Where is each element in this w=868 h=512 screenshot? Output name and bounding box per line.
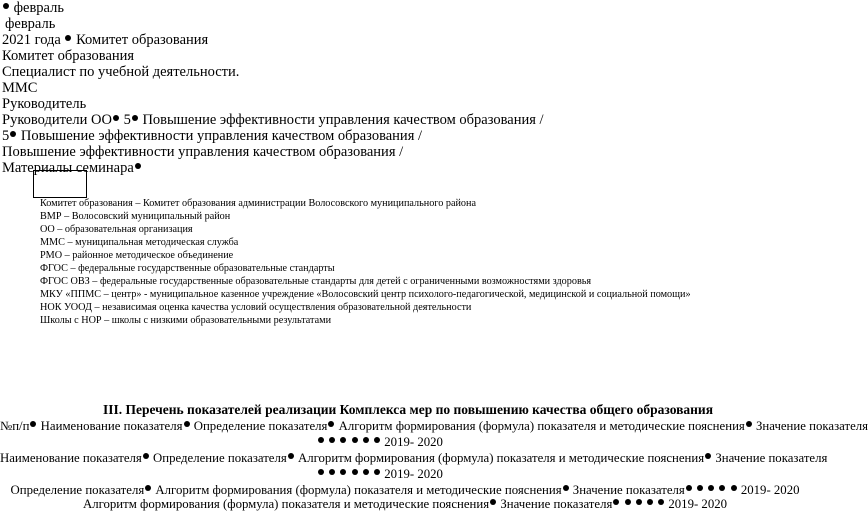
bullet-icon <box>184 421 190 427</box>
table-header-line-5: Определение показателя Алгоритм формирования (формула) показателя и методические пояснения Значение показателя 2019- 2020 <box>10 483 800 497</box>
bullet-icon <box>288 453 294 459</box>
bullet-icon <box>318 437 324 443</box>
bullet-icon <box>340 437 346 443</box>
abbr-item: ВМР – Волосовский муниципальный район <box>40 211 231 222</box>
doc-line-7: Руководитель <box>2 96 87 112</box>
bullet-icon <box>697 485 703 491</box>
table-header-line-3: Наименование показателя Определение показателя Алгоритм формирования (формула) показателя и методические пояснения Значение показателя <box>0 451 828 465</box>
bullet-icon <box>374 469 380 475</box>
bullet-icon <box>731 485 737 491</box>
table-header-line-6: Алгоритм формирования (формула) показателя и методические пояснения Значение показателя 2019- 2020 <box>82 497 728 511</box>
bullet-icon <box>363 437 369 443</box>
section-title: III. Перечень показателей реализации Комплекса мер по повышению качества общего образования <box>102 402 714 417</box>
bullet-icon <box>746 421 752 427</box>
abbr-item: Школы с НОР – школы с низкими образовательными результатами <box>40 315 332 326</box>
bullet-icon <box>613 499 619 505</box>
doc-line-6: ММС <box>2 80 38 96</box>
abbr-item: МКУ «ППМС – центр» - муниципальное казенное учреждение «Волосовский центр психолого-педагогической, медицинской и социальной помощи» <box>40 289 691 300</box>
bullet-icon <box>329 469 335 475</box>
bullet-icon <box>563 485 569 491</box>
bullet-icon <box>490 499 496 505</box>
bullet-icon <box>352 437 358 443</box>
bullet-icon <box>30 421 36 427</box>
bullet-icon <box>328 421 334 427</box>
bullet-icon <box>686 485 692 491</box>
doc-line-4: Комитет образования <box>2 48 135 64</box>
bullet-icon <box>625 499 631 505</box>
bullet-icon <box>132 115 138 121</box>
bullet-icon <box>135 163 141 169</box>
doc-line-2: февраль <box>5 16 56 32</box>
table-header-line-1: №п/п Наименование показателя Определение показателя Алгоритм формирования (формула) показателя и методические пояснения Значение показателя <box>0 419 868 433</box>
bullet-icon <box>65 35 71 41</box>
table-header-line-4: 2019- 2020 <box>0 466 788 482</box>
bullet-icon <box>113 115 119 121</box>
bullet-icon <box>719 485 725 491</box>
doc-line-10: Повышение эффективности управления качеством образования / <box>2 144 404 160</box>
abbr-item: ФГОС ОВЗ – федеральные государственные образовательные стандарты для детей с ограниченными возможностями здоровья <box>40 276 592 287</box>
doc-line-1: февраль <box>2 0 64 16</box>
bullet-icon <box>374 437 380 443</box>
bullet-icon <box>363 469 369 475</box>
bullet-icon <box>10 131 16 137</box>
abbr-item: ММС – муниципальная методическая служба <box>40 237 239 248</box>
abbr-item: НОК УООД – независимая оценка качества условий осуществления образовательной деятельности <box>40 302 472 313</box>
bullet-icon <box>352 469 358 475</box>
bullet-icon <box>3 3 9 9</box>
bullet-icon <box>329 437 335 443</box>
doc-line-8: Руководители ОО 5 Повышение эффективности управления качеством образования / <box>2 112 544 128</box>
bullet-icon <box>340 469 346 475</box>
bullet-icon <box>318 469 324 475</box>
doc-line-9: 5 Повышение эффективности управления качеством образования / <box>2 128 423 144</box>
bullet-icon <box>658 499 664 505</box>
bullet-icon <box>636 499 642 505</box>
doc-line-11: Материалы семинара <box>2 160 142 176</box>
abbr-item: ФГОС – федеральные государственные образовательные стандарты <box>40 263 335 274</box>
abbr-item: ОО – образовательная организация <box>40 224 193 235</box>
doc-line-5: Специалист по учебной деятельности. <box>2 64 240 80</box>
bullet-icon <box>708 485 714 491</box>
bullet-icon <box>705 453 711 459</box>
bullet-icon <box>145 485 151 491</box>
table-header-line-2: 2019- 2020 <box>0 434 788 450</box>
bullet-icon <box>143 453 149 459</box>
doc-line-3: 2021 года Комитет образования <box>2 32 209 48</box>
empty-frame <box>33 170 87 198</box>
abbr-item: РМО – районное методическое объединение <box>40 250 234 261</box>
abbr-item: Комитет образования – Комитет образования администрации Волосовского муниципального района <box>40 198 476 209</box>
bullet-icon <box>647 499 653 505</box>
